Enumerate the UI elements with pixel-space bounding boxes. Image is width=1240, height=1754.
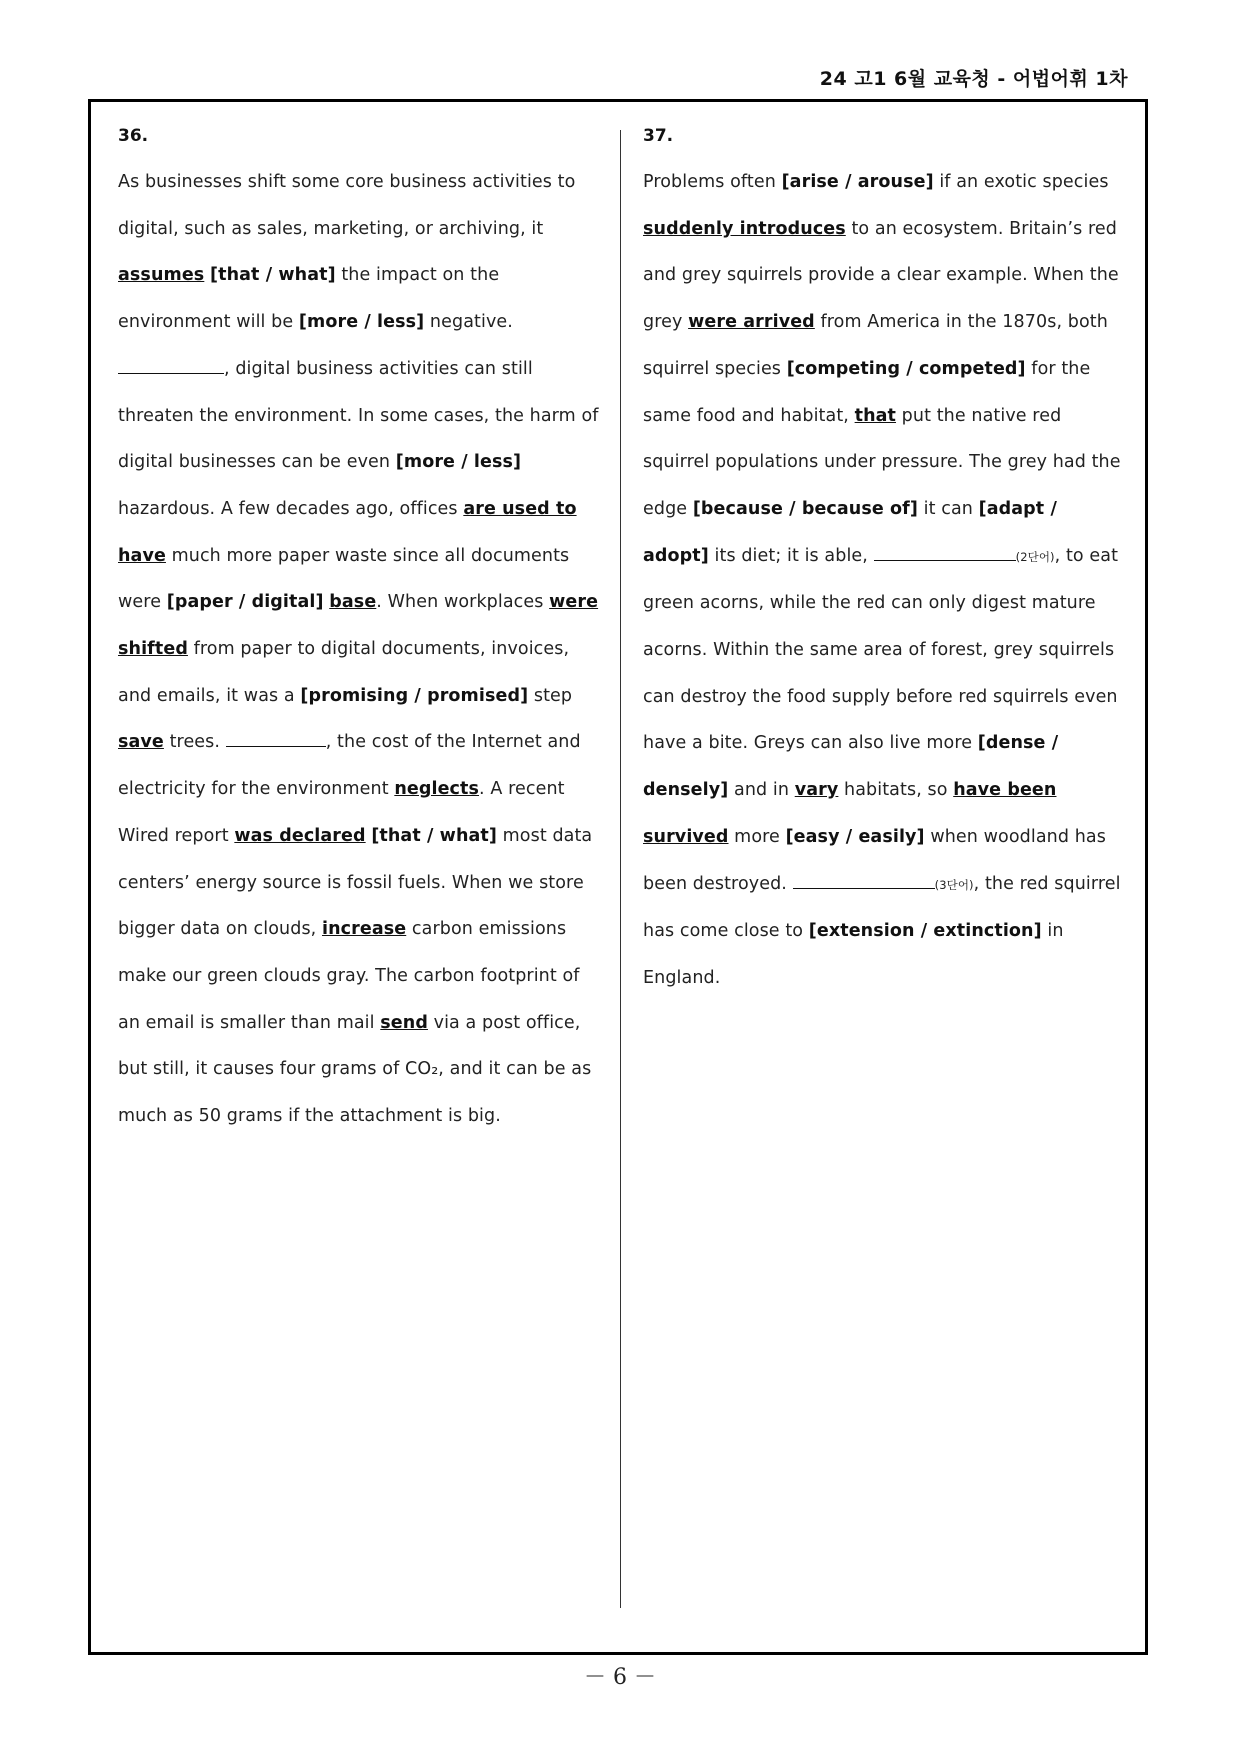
choice-bracket: [more / less]: [395, 452, 522, 473]
text-run: from America in the 1870s, both squirrel species: [643, 312, 1108, 379]
choice-bracket: [paper / digital]: [166, 592, 324, 613]
text-run: more: [728, 826, 786, 847]
choice-bracket: [competing / competed]: [786, 358, 1026, 379]
text-run: , digital business activities can still threaten the environment. In some cases, the harm of digital businesses can be even: [118, 358, 599, 473]
text-run: As businesses shift some core business activities to digital, such as sales, marketing, or archiving, it: [118, 172, 576, 239]
question-37: [643, 124, 1128, 1002]
text-run: much more paper waste since all documents were: [118, 545, 570, 613]
passage-text: [118, 159, 606, 1140]
text-run: . When workplaces: [376, 592, 550, 613]
question-number: 36.: [118, 126, 149, 146]
underlined-phrase: base: [329, 592, 377, 613]
text-run: , the cost of the Internet and electricity for the environment: [118, 732, 581, 800]
text-run: from paper to digital documents, invoices, and emails, it was a: [118, 639, 570, 706]
text-run: negative.: [424, 312, 513, 333]
underlined-phrase: vary: [794, 780, 839, 801]
answer-blank: [793, 870, 935, 889]
text-run: carbon emissions make our green clouds gray. The carbon footprint of an email is smaller than mail: [118, 919, 580, 1033]
underlined-phrase: have been survived: [643, 780, 1057, 847]
word-count-hint: (2단어): [1015, 549, 1055, 564]
question-number: 37.: [643, 126, 674, 146]
underlined-phrase: increase: [322, 919, 407, 940]
text-run: in England.: [643, 921, 1064, 988]
underlined-phrase: neglects: [394, 779, 480, 800]
choice-bracket: [easy / easily]: [785, 826, 925, 847]
text-run: it can: [917, 498, 979, 519]
text-run: most data centers’ energy source is fossil fuels. When we store bigger data on clouds,: [118, 825, 593, 940]
text-run: hazardous. A few decades ago, offices: [118, 498, 464, 519]
choice-bracket: [that / what]: [210, 265, 336, 286]
underlined-phrase: were arrived: [688, 312, 815, 333]
text-run: the impact on the environment will be: [118, 265, 500, 333]
text-run: its diet; it is able,: [708, 545, 874, 566]
underlined-phrase: that: [854, 405, 897, 426]
passage-text: [643, 159, 1128, 1002]
choice-bracket: [because / because of]: [692, 498, 918, 519]
underlined-phrase: send: [380, 1012, 428, 1033]
text-run: . A recent Wired report: [118, 779, 565, 846]
underlined-phrase: were shifted: [118, 592, 599, 660]
text-run: put the native red squirrel populations under pressure. The grey had the edge: [643, 405, 1121, 519]
choice-bracket: [adapt / adopt]: [643, 498, 1057, 566]
text-run: to an ecosystem. Britain’s red and grey squirrels provide a clear example. When the grey: [643, 218, 1119, 333]
choice-bracket: [dense / densely]: [643, 733, 1059, 801]
answer-blank: [874, 542, 1016, 561]
text-run: via a post office, but still, it causes four grams of CO₂, and it can be as much as 50 grams if the attachment is big.: [118, 1012, 592, 1127]
column-divider: [620, 130, 621, 1608]
text-run: , to eat green acorns, while the red can only digest mature acorns. Within the same area of forest, grey squirrels can destroy the food supply before red squirrels even have a bite. Greys can also live more: [643, 545, 1119, 754]
underlined-phrase: save: [118, 732, 164, 753]
choice-bracket: [extension / extinction]: [808, 921, 1042, 942]
choice-bracket: [more / less]: [298, 312, 425, 333]
choice-bracket: [arise / arouse]: [781, 172, 934, 192]
exam-title: 24 고1 6월 교육청 - 어법어휘 1차: [819, 68, 1128, 90]
choice-bracket: [that / what]: [371, 825, 497, 846]
choice-bracket: [promising / promised]: [300, 685, 529, 706]
question-36: [118, 124, 606, 1140]
underlined-phrase: assumes: [118, 265, 205, 286]
page-number: － 6 －: [584, 1665, 656, 1690]
text-run: and in: [728, 780, 795, 801]
answer-blank: [226, 728, 326, 747]
text-run: if an exotic species: [933, 172, 1109, 192]
text-run: for the same food and habitat,: [643, 358, 1091, 426]
text-run: habitats, so: [838, 780, 954, 801]
text-run: , the red squirrel has come close to: [643, 873, 1121, 942]
word-count-hint: (3단어): [934, 877, 974, 892]
answer-blank: [118, 355, 224, 374]
underlined-phrase: are used to have: [118, 498, 577, 566]
underlined-phrase: was declared: [234, 825, 366, 846]
text-run: when woodland has been destroyed.: [643, 826, 1106, 894]
text-run: step: [528, 685, 573, 706]
text-run: trees.: [163, 732, 226, 753]
underlined-phrase: suddenly introduces: [643, 218, 846, 239]
text-run: Problems often: [643, 172, 782, 192]
